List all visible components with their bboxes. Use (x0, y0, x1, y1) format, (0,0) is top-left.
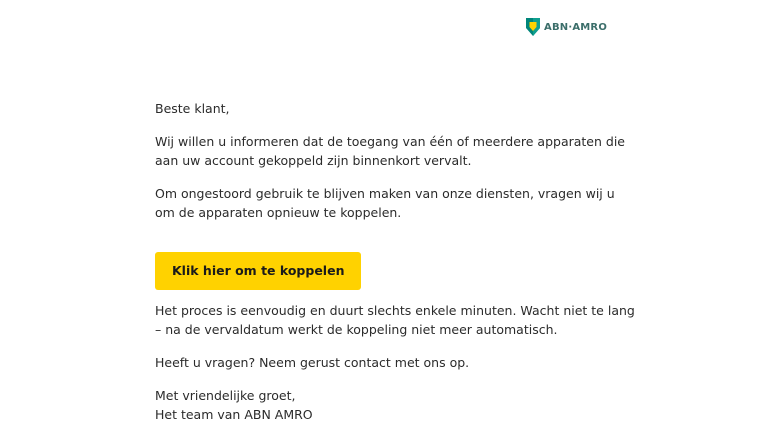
greeting-text: Beste klant, (155, 101, 230, 116)
paragraph-device-expiry: Wij willen u informeren dat de toegang van één of meerdere apparaten die aan uw account gekoppeld zijn binnenkort vervalt. (155, 134, 625, 168)
paragraph-relink-request: Om ongestoord gebruik te blijven maken van onze diensten, vragen wij u om de apparaten opnieuw te koppelen. (155, 186, 615, 220)
paragraph-process-info: Het proces is eenvoudig en duurt slechts enkele minuten. Wacht niet te lang – na de vervaldatum werkt de koppeling niet meer automatisch. (155, 303, 635, 337)
shield-logo-icon (526, 18, 540, 36)
closing-salutation: Met vriendelijke groet, (155, 388, 296, 403)
brand-logo (526, 18, 607, 36)
brand-name: ABN·AMRO (544, 21, 608, 33)
closing-signature: Het team van ABN AMRO (155, 407, 313, 422)
paragraph-contact: Heeft u vragen? Neem gerust contact met ons op. (155, 355, 470, 370)
email-body (155, 99, 635, 424)
link-devices-button[interactable]: Klik hier om te koppelen (155, 252, 361, 290)
